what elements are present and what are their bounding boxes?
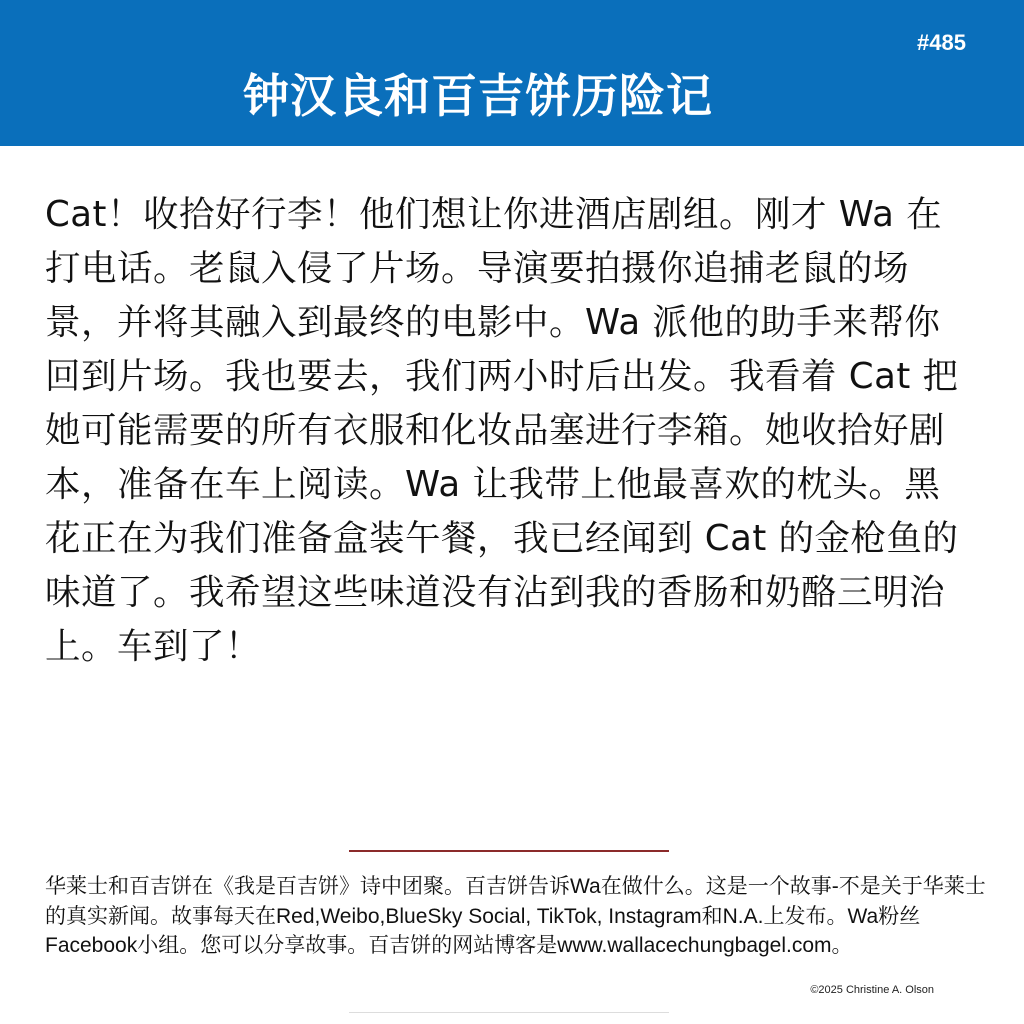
header-banner [0,0,1024,146]
page-title: 钟汉良和百吉饼历险记 [243,69,713,123]
bottom-divider [349,1012,669,1013]
copyright: ©2025 Christine A. Olson [810,984,934,996]
divider [349,850,669,852]
footer-note: 华莱士和百吉饼在《我是百吉饼》诗中团聚。百吉饼告诉Wa在做什么。这是一个故事-不是关于华莱士的真实新闻。故事每天在Red,Weibo,BlueSky Social, TikTok, Instagram和N.A.上发布。Wa粉丝Facebook小组。您可以分享故事。百吉饼的网站博客是www.wallacechungbagel.com。 [45,875,986,957]
episode-number: #485 [917,30,966,55]
story-text: Cat！收拾好行李！他们想让你进酒店剧组。刚才 Wa 在打电话。老鼠入侵了片场。导演要拍摄你追捕老鼠的场景，并将其融入到最终的电影中。Wa 派他的助手来帮你回到片场。我也要去，我们两小时后出发。我看着 Cat 把她可能需要的所有衣服和化妆品塞进行李箱。她收拾好剧本，准备在车上阅读。Wa 让我带上他最喜欢的枕头。黑花正在为我们准备盒装午餐，我已经闻到 Cat 的金枪鱼的味道了。我希望这些味道没有沾到我的香肠和奶酪三明治上。车到了！ [45,194,959,667]
